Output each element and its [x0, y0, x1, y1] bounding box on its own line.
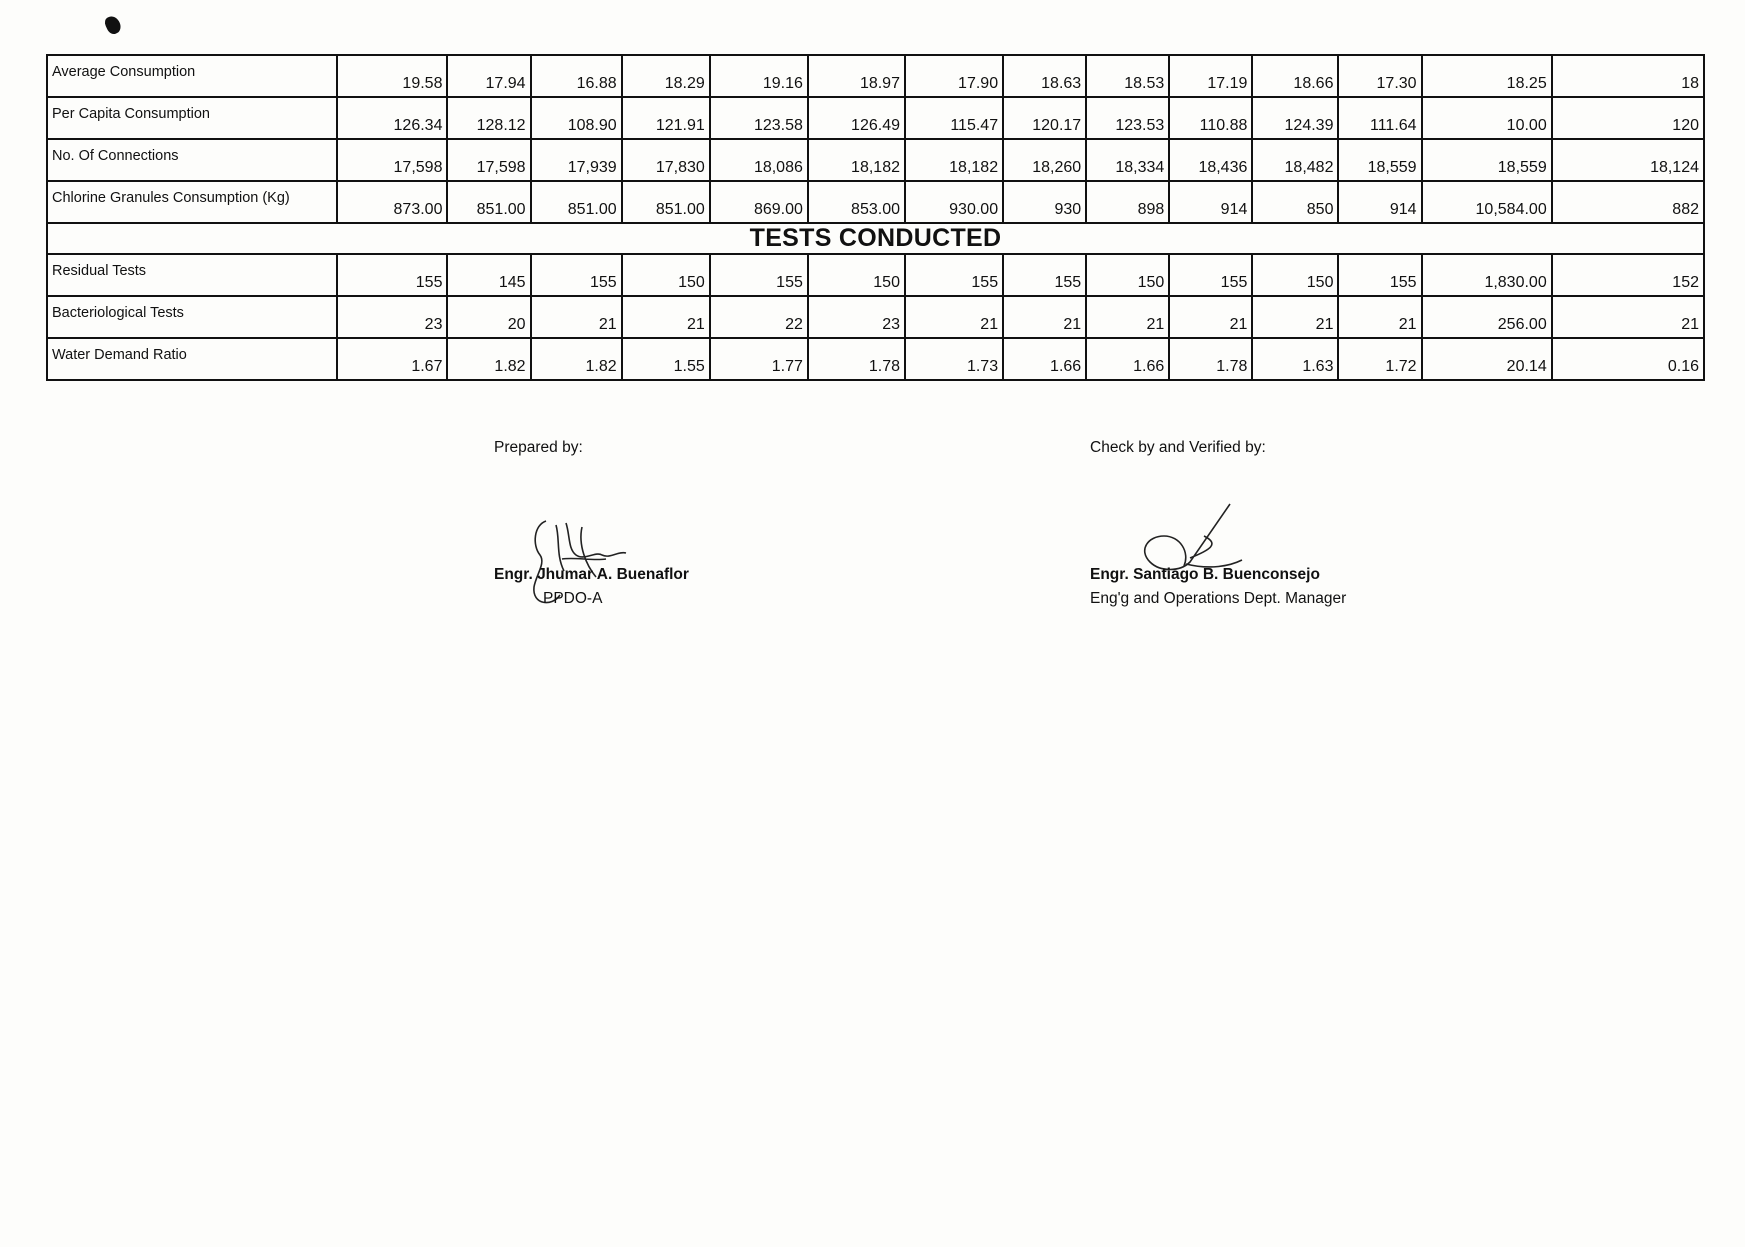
- consumption-rows: [47, 55, 1704, 223]
- table-cell: 851.00: [447, 181, 530, 223]
- row-label: No. Of Connections: [47, 139, 337, 181]
- table-cell: 121.91: [622, 97, 710, 139]
- table-cell: 17.94: [447, 55, 530, 97]
- table-cell: 1.73: [905, 338, 1003, 380]
- consumption-report-table: [46, 54, 1705, 381]
- table-cell: 21: [905, 296, 1003, 338]
- table-cell: 914: [1169, 181, 1252, 223]
- table-cell: 930: [1003, 181, 1086, 223]
- table-cell: 21: [531, 296, 622, 338]
- table-cell: 18.63: [1003, 55, 1086, 97]
- table-cell: 898: [1086, 181, 1169, 223]
- table-row: [47, 139, 1704, 181]
- table-cell: 18: [1552, 55, 1704, 97]
- table-cell: 150: [1252, 254, 1338, 296]
- table-cell: 1.72: [1338, 338, 1421, 380]
- table-cell: 1.55: [622, 338, 710, 380]
- table-cell: 1.78: [1169, 338, 1252, 380]
- table-cell: 18.97: [808, 55, 905, 97]
- table-cell: 21: [1338, 296, 1421, 338]
- table-cell: 18,124: [1552, 139, 1704, 181]
- table-cell: 18,182: [905, 139, 1003, 181]
- table-cell: 1.66: [1086, 338, 1169, 380]
- table-row: [47, 181, 1704, 223]
- table-cell: 1.77: [710, 338, 808, 380]
- table-row: [47, 338, 1704, 380]
- table-cell: 152: [1552, 254, 1704, 296]
- table-cell: 19.16: [710, 55, 808, 97]
- table-cell: 111.64: [1338, 97, 1421, 139]
- table-cell: 123.58: [710, 97, 808, 139]
- table-cell: 120: [1552, 97, 1704, 139]
- table-cell: 10.00: [1422, 97, 1552, 139]
- table-cell: 18.29: [622, 55, 710, 97]
- row-label: Per Capita Consumption: [47, 97, 337, 139]
- table-cell: 16.88: [531, 55, 622, 97]
- table-row: [47, 296, 1704, 338]
- table-cell: 120.17: [1003, 97, 1086, 139]
- section-header: [47, 223, 1704, 254]
- table-cell: 914: [1338, 181, 1421, 223]
- table-row: [47, 97, 1704, 139]
- tests-rows: [47, 254, 1704, 380]
- table-cell: 18,182: [808, 139, 905, 181]
- table-cell: 18,334: [1086, 139, 1169, 181]
- table-cell: 150: [622, 254, 710, 296]
- table-cell: 23: [808, 296, 905, 338]
- table-cell: 18,559: [1422, 139, 1552, 181]
- table-cell: 155: [531, 254, 622, 296]
- table-cell: 126.34: [337, 97, 447, 139]
- table-cell: 18,260: [1003, 139, 1086, 181]
- table-cell: 1,830.00: [1422, 254, 1552, 296]
- table-cell: 21: [1169, 296, 1252, 338]
- table-cell: 1.82: [447, 338, 530, 380]
- verified-by-label: Check by and Verified by:: [1090, 439, 1266, 456]
- table-cell: 150: [1086, 254, 1169, 296]
- table-cell: 850: [1252, 181, 1338, 223]
- table-cell: 873.00: [337, 181, 447, 223]
- table-cell: 18,086: [710, 139, 808, 181]
- table-cell: 18,436: [1169, 139, 1252, 181]
- table-cell: 128.12: [447, 97, 530, 139]
- table-cell: 10,584.00: [1422, 181, 1552, 223]
- row-label: Residual Tests: [47, 254, 337, 296]
- table-cell: 21: [1086, 296, 1169, 338]
- table-cell: 20: [447, 296, 530, 338]
- table-cell: 155: [710, 254, 808, 296]
- table-cell: 17,598: [447, 139, 530, 181]
- table-cell: 851.00: [531, 181, 622, 223]
- table-cell: 155: [1338, 254, 1421, 296]
- table-cell: 853.00: [808, 181, 905, 223]
- table-cell: 19.58: [337, 55, 447, 97]
- table-cell: 17,939: [531, 139, 622, 181]
- table-cell: 0.16: [1552, 338, 1704, 380]
- table-cell: 17.19: [1169, 55, 1252, 97]
- table-cell: 930.00: [905, 181, 1003, 223]
- table-row: [47, 55, 1704, 97]
- table-cell: 124.39: [1252, 97, 1338, 139]
- table-cell: 851.00: [622, 181, 710, 223]
- table-cell: 110.88: [1169, 97, 1252, 139]
- table-cell: 17.30: [1338, 55, 1421, 97]
- table-cell: 126.49: [808, 97, 905, 139]
- table-cell: 1.63: [1252, 338, 1338, 380]
- verified-by-name: Engr. Santiago B. Buenconsejo: [1090, 566, 1320, 583]
- verified-by-position: Eng'g and Operations Dept. Manager: [1090, 590, 1347, 607]
- table-cell: 1.78: [808, 338, 905, 380]
- table-cell: 17.90: [905, 55, 1003, 97]
- table-cell: 123.53: [1086, 97, 1169, 139]
- table-cell: 882: [1552, 181, 1704, 223]
- table-cell: 155: [905, 254, 1003, 296]
- table-cell: 21: [1003, 296, 1086, 338]
- table-cell: 115.47: [905, 97, 1003, 139]
- table-cell: 18.53: [1086, 55, 1169, 97]
- table-cell: 20.14: [1422, 338, 1552, 380]
- table-cell: 1.82: [531, 338, 622, 380]
- table-cell: 21: [1552, 296, 1704, 338]
- table-cell: 150: [808, 254, 905, 296]
- prepared-by-label: Prepared by:: [494, 439, 583, 456]
- prepared-by-name: Engr. Jhumar A. Buenaflor: [494, 566, 689, 583]
- table-cell: 256.00: [1422, 296, 1552, 338]
- table-row: [47, 254, 1704, 296]
- scan-speck: [103, 14, 123, 36]
- table-cell: 108.90: [531, 97, 622, 139]
- row-label: Bacteriological Tests: [47, 296, 337, 338]
- table-cell: 1.67: [337, 338, 447, 380]
- row-label: Average Consumption: [47, 55, 337, 97]
- table-cell: 155: [337, 254, 447, 296]
- table-cell: 1.66: [1003, 338, 1086, 380]
- table-cell: 23: [337, 296, 447, 338]
- table-cell: 155: [1003, 254, 1086, 296]
- row-label: Chlorine Granules Consumption (Kg): [47, 181, 337, 223]
- row-label: Water Demand Ratio: [47, 338, 337, 380]
- table-cell: 18,482: [1252, 139, 1338, 181]
- table-cell: 145: [447, 254, 530, 296]
- table-cell: 22: [710, 296, 808, 338]
- table-cell: 18.25: [1422, 55, 1552, 97]
- table-cell: 869.00: [710, 181, 808, 223]
- table-cell: 18,559: [1338, 139, 1421, 181]
- table-cell: 21: [622, 296, 710, 338]
- prepared-by-position: PPDO-A: [543, 590, 603, 607]
- section-title-tests-conducted: TESTS CONDUCTED: [47, 223, 1704, 254]
- table-cell: 17,830: [622, 139, 710, 181]
- table-cell: 18.66: [1252, 55, 1338, 97]
- table-cell: 155: [1169, 254, 1252, 296]
- table-cell: 21: [1252, 296, 1338, 338]
- table-cell: 17,598: [337, 139, 447, 181]
